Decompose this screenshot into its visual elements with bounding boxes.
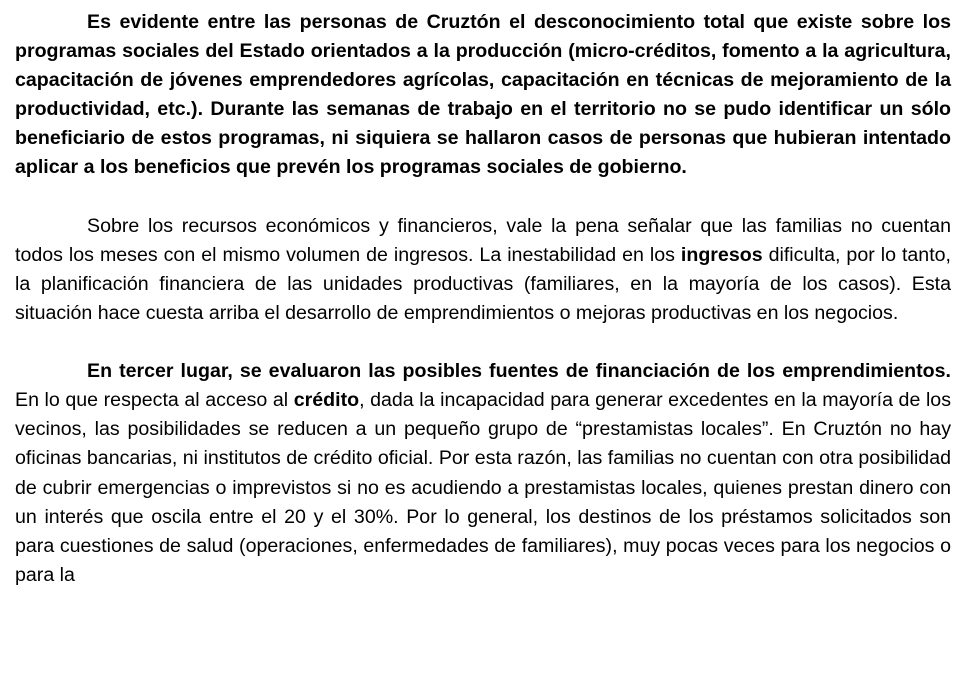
document-page (15, 8, 951, 590)
paragraph-2-part-2: dificulta, por lo tanto, la planificación financiera de las unidades productivas (familiares, en la mayoría de los casos). Esta situación hace cuesta arriba el desarrollo de emprendimientos o mejoras productivas en los negocios. (15, 243, 951, 324)
paragraph-gap (15, 183, 951, 212)
paragraph-fuentes-financiacion (15, 357, 951, 590)
paragraph-3-part-1: En lo que respecta al acceso al (15, 389, 294, 412)
bold-term-ingresos: ingresos (680, 243, 763, 266)
paragraph-programas-sociales (15, 8, 951, 183)
paragraph-recursos-economicos (15, 212, 951, 328)
paragraph-3-part-2: , dada la incapacidad para generar excedentes en la mayoría de los vecinos, las posibilidades se reducen a un pequeño grupo de “prestamistas locales”. En Cruztón no hay oficinas bancarias, ni institutos de crédito oficial. Por esta razón, las familias no cuentan con otra posibilidad de cubrir emergencias o imprevistos si no es acudiendo a prestamistas locales, quienes prestan dinero con un interés que oscila entre el 20 y el 30%. Por lo general, los destinos de los préstamos solicitados son para cuestiones de salud (operaciones, enfermedades de familiares), muy pocas veces para los negocios o para la (15, 389, 951, 586)
paragraph-1-text: Es evidente entre las personas de Cruztón el desconocimiento total que existe sobre los programas sociales del Estado orientados a la producción (micro-créditos, fomento a la agricultura, capacitación de jóvenes emprendedores agrícolas, capacitación en técnicas de mejoramiento de la productividad, etc.). Durante las semanas de trabajo en el territorio no se pudo identificar un sólo beneficiario de estos programas, ni siquiera se hallaron casos de personas que hubieran intentado aplicar a los beneficios que prevén los programas sociales de gobierno. (15, 11, 951, 179)
paragraph-2-part-1: Sobre los recursos económicos y financieros, vale la pena señalar que las familias no cuentan todos los meses con el mismo volumen de ingresos. La inestabilidad en los (15, 214, 951, 266)
paragraph-3-bold-lead: En tercer lugar, se evaluaron las posibles fuentes de financiación de los emprendimientos. (87, 360, 951, 383)
paragraph-gap (15, 328, 951, 357)
bold-term-credito: crédito (293, 389, 360, 412)
